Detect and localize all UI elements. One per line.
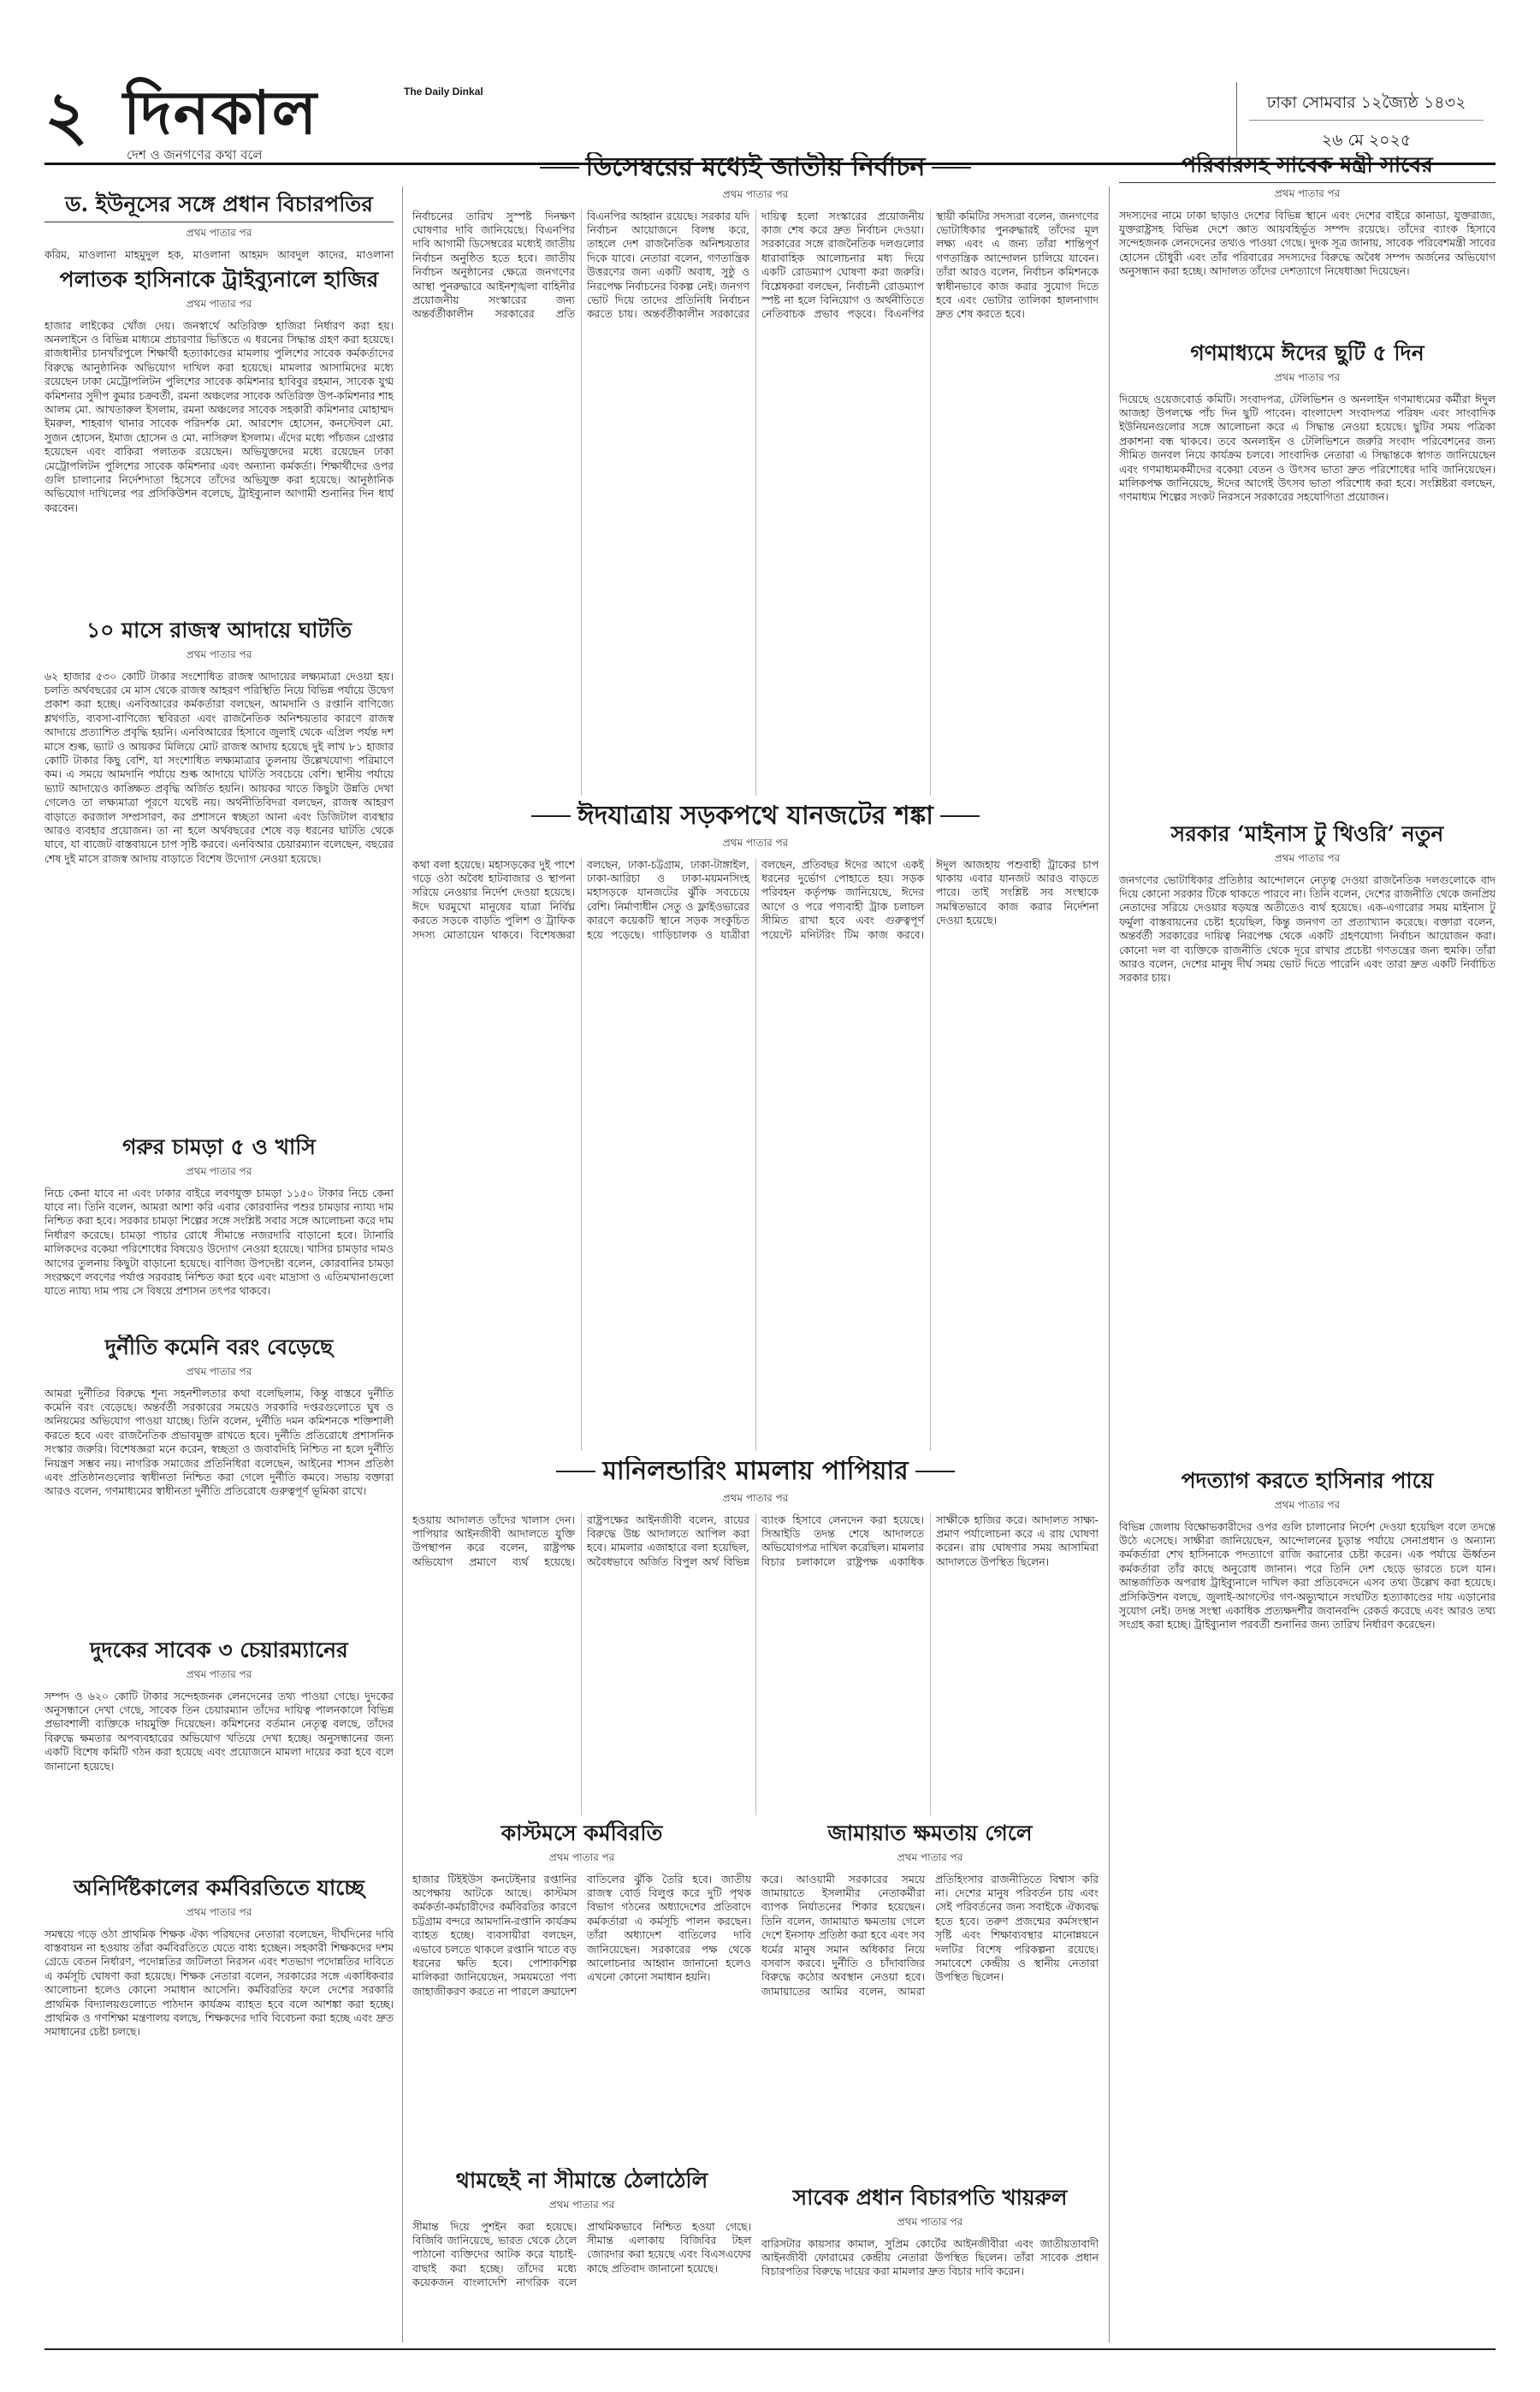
- continued-label: প্রথম পাতার পর: [186, 1905, 252, 1918]
- article-teachers-strike: [44, 1875, 394, 2342]
- continued-label: প্রথম পাতার পর: [722, 836, 789, 849]
- article-media-eid-holiday: [1119, 340, 1496, 816]
- article-body: সমন্বয়ে গড়ে ওঠা প্রাথমিক শিক্ষক ঐক্য পরিষদের নেতারা বলেছেন, দীর্ঘদিনের দাবি বাস্তবায়ন না হওয়ায় তাঁরা কর্মবিরতিতে যেতে বাধ্য হচ্ছেন। সহকারী শিক্ষকদের দশম গ্রেডে বেতন নির্ধারণ, পদোন্নতির জটিলতা নিরসন এবং শতভাগ পদোন্নতির দাবিতে এ কর্মসূচি ঘোষণা করা হয়েছে। শিক্ষক নেতারা বলেন, সরকারের সঙ্গে একাধিকবার আলোচনা হলেও কোনো সমাধান আসেনি। কর্মবিরতির ফলে দেশের সরকারি প্রাথমিক বিদ্যালয়গুলোতে পাঠদান কার্যক্রম ব্যাহত হবে বলে আশঙ্কা করা হচ্ছে। প্রাথমিক ও গণশিক্ষা মন্ত্রণালয় বলছে, শিক্ষকদের দাবি বিবেচনা করা হচ্ছে এবং দ্রুত সমাধানের চেষ্টা চলছে।: [44, 1927, 394, 2039]
- continued-label: প্রথম পাতার পর: [1274, 187, 1341, 199]
- newspaper-tagline: দেশ ও জনগণের কথা বলে: [127, 147, 263, 163]
- date-bengali: ঢাকা সোমবার ১২জ্যৈষ্ঠ ১৪৩২: [1266, 93, 1466, 112]
- article-acc-chairmen: [44, 1637, 394, 1870]
- newspaper-logo-english: The Daily Dinkal: [404, 86, 483, 98]
- article-election-december: [412, 152, 1099, 796]
- article-hasina-resignation: [1119, 1468, 1496, 2342]
- article-headline: গরুর চামড়া ৫ ও খাসি: [122, 1134, 316, 1159]
- article-headline: দুদকের সাবেক ৩ চেয়ারম্যানের: [90, 1637, 348, 1662]
- article-body: নিচে কেনা যাবে না এবং ঢাকার বাইরে লবণযুক্ত চামড়া ১১৫০ টাকার নিচে কেনা যাবে না। তিনি বলেন, আমরা আশা করি এবার কোরবানির পশুর চামড়ার ন্যায্য দাম নিশ্চিত করা হবে। সরকার চামড়া শিল্পের সঙ্গে সংশ্লিষ্ট সবার সঙ্গে আলোচনা করে দাম নির্ধারণ করেছে। চামড়া পাচার রোধে সীমান্তে নজরদারি বাড়ানো হবে। ট্যানারি মালিকদের বকেয়া পরিশোধের বিষয়েও উদ্যোগ নেওয়া হয়েছে। খাসির চামড়ার দামও আগের তুলনায় কিছুটা বাড়ানো হয়েছে। বাণিজ্য উপদেষ্টা বলেন, কোরবানির চামড়া সংরক্ষণে লবণের পর্যাপ্ত সরবরাহ নিশ্চিত করা হবে এবং মাদ্রাসা ও এতিমখানাগুলো যাতে ন্যায্য দাম পায় সে বিষয়ে প্রশাসন তৎপর থাকবে।: [44, 1186, 394, 1298]
- article-body: সম্পদ ও ৬২০ কোটি টাকার সন্দেহজনক লেনদেনের তথ্য পাওয়া গেছে। দুদকের অনুসন্ধানে দেখা গেছে, সাবেক তিন চেয়ারম্যান তাঁদের দায়িত্ব পালনকালে বিভিন্ন প্রভাবশালী ব্যক্তিকে দায়মুক্তি দিয়েছেন। কমিশনের বর্তমান নেতৃত্ব বলছে, তাঁদের বিরুদ্ধে ক্ষমতার অপব্যবহারের অভিযোগ খতিয়ে দেখা হচ্ছে। অনুসন্ধানের জন্য একটি বিশেষ কমিটি গঠন করা হয়েছে এবং প্রয়োজনে মামলা দায়ের করা হবে বলে জানানো হয়েছে।: [44, 1689, 394, 1773]
- article-jamaat-power: [761, 1821, 1099, 2180]
- continued-label: প্রথম পাতার পর: [186, 1164, 252, 1177]
- newspaper-logo: দিনকাল: [123, 77, 319, 148]
- article-body: সীমান্ত দিয়ে পুশইন করা হয়েছে। বিজিবি জানিয়েছে, ভারত থেকে ঠেলে পাঠানো ব্যক্তিদের আটক করে যাচাই-বাছাই করা হচ্ছে। তাঁদের মধ্যে কয়েকজন বাংলাদেশি নাগরিক বলে প্রাথমিকভাবে নিশ্চিত হওয়া গেছে। সীমান্ত এলাকায় বিজিবির টহল জোরদার করা হয়েছে এবং বিএসএফের কাছে প্রতিবাদ জানানো হয়েছে।: [412, 2219, 751, 2289]
- continued-label: প্রথম পাতার পর: [186, 1667, 252, 1680]
- article-saber-family: [1119, 152, 1496, 335]
- article-headline: মানিলন্ডারিং মামলায় পাপিয়ার: [412, 1456, 1099, 1488]
- continued-label: প্রথম পাতার পর: [186, 648, 252, 660]
- article-hasina-tribunal: [44, 267, 394, 613]
- article-papia-money-laundering: [412, 1456, 1099, 1815]
- date-divider: [1249, 120, 1484, 121]
- article-headline: অনির্দিষ্টকালের কর্মবিরতিতে যাচ্ছে: [74, 1875, 364, 1900]
- article-headline: পরিবারসহ সাবেক মন্ত্রী সাবের: [1119, 152, 1496, 183]
- article-headline: পলাতক হাসিনাকে ট্রাইব্যুনালে হাজির: [59, 267, 379, 292]
- article-body: করে। আওয়ামী সরকারের সময়ে জামায়াতে ইসলামীর নেতাকর্মীরা ব্যাপক নির্যাতনের শিকার হয়েছেন। তিনি বলেন, জামায়াত ক্ষমতায় গেলে দেশে ইনসাফ প্রতিষ্ঠা করা হবে এবং সব ধর্মের মানুষ সমান অধিকার নিয়ে বসবাস করবে। দুর্নীতি ও চাঁদাবাজির বিরুদ্ধে কঠোর অবস্থান নেওয়া হবে। জামায়াতের আমির বলেন, আমরা প্রতিহিংসার রাজনীতিতে বিশ্বাস করি না। দেশের মানুষ পরিবর্তন চায় এবং সেই পরিবর্তনের জন্য সবাইকে ঐক্যবদ্ধ হতে হবে। তরুণ প্রজন্মের কর্মসংস্থান সৃষ্টি এবং শিক্ষাব্যবস্থার মানোন্নয়নে দলটির বিশেষ পরিকল্পনা রয়েছে। সমাবেশে কেন্দ্রীয় ও স্থানীয় নেতারা উপস্থিত ছিলেন।: [761, 1872, 1099, 1998]
- article-revenue-shortfall: [44, 618, 394, 1129]
- article-interim-chief-justice: [44, 192, 394, 262]
- article-body: ৬২ হাজার ৫৩০ কোটি টাকার সংশোধিত রাজস্ব আদায়ের লক্ষ্যমাত্রা দেওয়া হয়। চলতি অর্থবছরের মে মাস থেকে রাজস্ব আহরণ পরিস্থিতি নিয়ে বিভিন্ন পর্যায়ে উদ্বেগ প্রকাশ করা হচ্ছে। এনবিআরের কর্মকর্তারা বলছেন, আমদানি ও রপ্তানি বাণিজ্যে শ্লথগতি, ব্যবসা-বাণিজ্যে স্থবিরতা এবং রাজনৈতিক অনিশ্চয়তার কারণে রাজস্ব আদায়ে প্রত্যাশিত প্রবৃদ্ধি হয়নি। এনবিআরের হিসাবে জুলাই থেকে এপ্রিল পর্যন্ত দশ মাসে শুল্ক, ভ্যাট ও আয়কর মিলিয়ে মোট রাজস্ব আদায় হয়েছে দুই লাখ ৮১ হাজার কোটি টাকার কিছু বেশি, যা সংশোধিত লক্ষ্যমাত্রার তুলনায় উল্লেখযোগ্য পরিমাণে কম। এ সময়ে আমদানি পর্যায়ে শুল্ক আদায়ে ঘাটতি সবচেয়ে বেশি। স্থানীয় পর্যায়ে ভ্যাট আদায়েও কাঙ্ক্ষিত প্রবৃদ্ধি অর্জিত হয়নি। আয়কর খাতে কিছুটা উন্নতি দেখা গেলেও তা লক্ষ্যমাত্রা পূরণে যথেষ্ট নয়। অর্থনীতিবিদরা বলছেন, রাজস্ব আহরণ বাড়াতে করজাল সম্প্রসারণ, কর প্রশাসনে স্বচ্ছতা আনা এবং ডিজিটাল ব্যবস্থার আরও ব্যবহার প্রয়োজন। তা না হলে অর্থবছরের শেষে বড় ধরনের ঘাটতি থেকে যাবে, যা বাজেট বাস্তবায়নে চাপ সৃষ্টি করবে। এনবিআর চেয়ারম্যান বলেছেন, বছরের শেষ দুই মাসে রাজস্ব আদায় বাড়াতে বিশেষ উদ্যোগ নেওয়া হয়েছে।: [44, 669, 394, 865]
- continued-label: প্রথম পাতার পর: [1274, 370, 1341, 383]
- article-headline: জামায়াত ক্ষমতায় গেলে: [827, 1821, 1033, 1845]
- article-body: হাজার লাইকের খোঁজ দেয়। জনস্বার্থে অতিরিক্ত হাজিরা নির্ধারণ করা হয়। অনলাইনে ও বিভিন্ন মাধ্যমে প্রচারণার ভিত্তিতে এ ধরনের সিদ্ধান্ত গ্রহণ করা হয়েছে। রাজধানীর চানখাঁরপুলে শিক্ষার্থী হত্যাকাণ্ডের মামলায় পুলিশের সাবেক কর্মকর্তাদের বিরুদ্ধে আনুষ্ঠানিক অভিযোগ দাখিল করা হয়েছে। মামলার আসামিদের মধ্যে রয়েছেন ঢাকা মেট্রোপলিটন পুলিশের সাবেক কমিশনার হাবিবুর রহমান, সাবেক যুগ্ম কমিশনার সুদীপ কুমার চক্রবর্তী, রমনা অঞ্চলের সাবেক অতিরিক্ত উপ-কমিশনার শাহ আলম মো. আখতারুল ইসলাম, রমনা অঞ্চলের সাবেক সহকারী কমিশনার মোহাম্মদ ইমরুল, শাহবাগ থানার সাবেক পরিদর্শক মো. আরশেদ হোসেন, কনস্টেবল মো. সুজন হোসেন, ইমাজ হোসেন ও মো. নাসিরুল ইসলাম। এঁদের মধ্যে পাঁচজন গ্রেপ্তার হয়েছেন এবং বাকিরা পলাতক রয়েছেন। অভিযুক্তদের মধ্যে রয়েছেন ঢাকা মেট্রোপলিটন পুলিশের সাবেক কমিশনার এবং অন্যান্য কর্মকর্তা। শিক্ষার্থীদের ওপর গুলি চালানোর নির্দেশদাতা হিসেবে তাঁদের অভিযুক্ত করা হয়েছে। আনুষ্ঠানিক অভিযোগ দাখিলের পর প্রসিকিউশন বলেছে, ট্রাইব্যুনাল আগামী শুনানির দিন ধার্য করবেন।: [44, 318, 394, 514]
- continued-label: প্রথম পাতার পর: [548, 2198, 615, 2211]
- continued-label: প্রথম পাতার পর: [186, 226, 252, 239]
- article-customs-strike: [412, 1821, 751, 2163]
- continued-label: প্রথম পাতার পর: [186, 1365, 252, 1377]
- article-body: বিভিন্ন জেলায় বিক্ষোভকারীদের ওপর গুলি চালানোর নির্দেশ দেওয়া হয়েছিল বলে তদন্তে উঠে এসেছে। সাক্ষীরা জানিয়েছেন, আন্দোলনের চূড়ান্ত পর্যায়ে সেনাপ্রধান ও অন্যান্য কর্মকর্তারা শেখ হাসিনাকে পদত্যাগে রাজি করানোর চেষ্টা করেন। এক পর্যায়ে ঊর্ধ্বতন কর্মকর্তারা তাঁর কাছে অনুরোধ জানান। পরে তিনি দেশ ছেড়ে ভারতে চলে যান। আন্তর্জাতিক অপরাধ ট্রাইব্যুনালে দাখিল করা প্রতিবেদনে এসব তথ্য উল্লেখ করা হয়েছে। প্রসিকিউশন বলছে, জুলাই-আগস্টের গণ-অভ্যুত্থানে সংঘটিত হত্যাকাণ্ডের দায় এড়ানোর সুযোগ নেই। তদন্ত সংস্থা একাধিক প্রত্যক্ষদর্শীর জবানবন্দি রেকর্ড করেছে এবং আরও তথ্য সংগ্রহ করা হচ্ছে। ট্রাইব্যুনাল পরবর্তী শুনানির জন্য তারিখ নির্ধারণ করেছেন।: [1119, 1519, 1496, 1631]
- continued-label: প্রথম পাতার পর: [897, 1850, 963, 1863]
- article-headline: সাবেক প্রধান বিচারপতি খায়রুল: [792, 2185, 1068, 2210]
- date-english: ২৬ মে ২০২৫: [1321, 131, 1412, 150]
- article-body: হাজার টিইইউস কনটেইনার রপ্তানির অপেক্ষায় আটকে আছে। কাস্টমস কর্মকর্তা-কর্মচারীদের কর্মবিরতির কারণে চট্টগ্রাম বন্দরে আমদানি-রপ্তানি কার্যক্রম ব্যাহত হচ্ছে। ব্যবসায়ীরা বলছেন, এভাবে চলতে থাকলে রপ্তানি খাতে বড় ধরনের ক্ষতি হবে। পোশাকশিল্প মালিকরা জানিয়েছেন, সময়মতো পণ্য জাহাজীকরণ করতে না পারলে ক্রয়াদেশ বাতিলের ঝুঁকি তৈরি হবে। জাতীয় রাজস্ব বোর্ড বিলুপ্ত করে দুটি পৃথক বিভাগ গঠনের অধ্যাদেশের প্রতিবাদে কর্মকর্তারা এ কর্মসূচি পালন করছেন। তাঁরা অধ্যাদেশ বাতিলের দাবি জানিয়েছেন। সরকারের পক্ষ থেকে আলোচনার আহ্বান জানানো হলেও এখনো কোনো সমাধান হয়নি।: [412, 1872, 751, 1998]
- article-body: সদস্যদের নামে ঢাকা ছাড়াও দেশের বিভিন্ন স্থানে এবং দেশের বাইরে কানাডা, যুক্তরাজ্য, যুক্তরাষ্ট্রসহ বিভিন্ন দেশে জ্ঞাত আয়বহির্ভূত সম্পদ রয়েছে। তাঁদের ব্যাংক হিসাবে সন্দেহজনক লেনদেনের তথ্যও পাওয়া গেছে। দুদক সূত্র জানায়, সাবেক পরিবেশমন্ত্রী সাবের হোসেন চৌধুরী এবং তাঁর পরিবারের সদস্যদের বিরুদ্ধে অবৈধ সম্পদ অর্জনের অভিযোগ অনুসন্ধান করা হচ্ছে। আদালত তাঁদের দেশত্যাগে নিষেধাজ্ঞা দিয়েছেন।: [1119, 208, 1496, 278]
- article-corruption: [44, 1335, 394, 1632]
- article-body: জনগণের ভোটাধিকার প্রতিষ্ঠার আন্দোলনে নেতৃত্ব দেওয়া রাজনৈতিক দলগুলোকে বাদ দিয়ে কোনো সরকার টিকে থাকতে পারবে না। তিনি বলেন, দেশের রাজনীতি থেকে জনপ্রিয় নেতাদের সরিয়ে দেওয়ার ষড়যন্ত্র অতীতেও ব্যর্থ হয়েছে। এক-এগারোর সময় মাইনাস টু ফর্মুলা বাস্তবায়নের চেষ্টা হয়েছিল, কিন্তু জনগণ তা প্রত্যাখ্যান করেছে। বক্তারা বলেন, অন্তর্বর্তী সরকারের দায়িত্ব নিরপেক্ষ থেকে একটি গ্রহণযোগ্য নির্বাচন আয়োজন করা। কোনো দল বা ব্যক্তিকে রাজনীতি থেকে দূরে রাখার প্রচেষ্টা গণতন্ত্রের জন্য হুমকি। তাঁরা আরও বলেন, দেশের মানুষ দীর্ঘ সময় ভোট দিতে পারেনি এবং তারা দ্রুত একটি নির্বাচিত সরকার চায়।: [1119, 873, 1496, 985]
- article-body: নির্বাচনের তারিখ সুস্পষ্ট দিনক্ষণ ঘোষণার দাবি জানিয়েছে। বিএনপির দাবি আগামী ডিসেম্বরের মধ্যেই জাতীয় নির্বাচন অনুষ্ঠিত হতে হবে। জাতীয় নির্বাচন অনুষ্ঠানের ক্ষেত্রে জনগণের আস্থা পুনরুদ্ধারে আইনশৃঙ্খলা বাহিনীর প্রয়োজনীয় সংস্কারের জন্য অন্তর্বর্তীকালীন সরকারের প্রতি বিএনপির আহ্বান রয়েছে। সরকার যদি নির্বাচন আয়োজনে বিলম্ব করে, তাহলে দেশ রাজনৈতিক অনিশ্চয়তার দিকে যাবে। নেতারা বলেন, গণতান্ত্রিক উত্তরণের জন্য একটি অবাধ, সুষ্ঠু ও নিরপেক্ষ নির্বাচনের বিকল্প নেই। জনগণ ভোট দিয়ে তাদের প্রতিনিধি নির্বাচন করতে চায়। অন্তর্বর্তীকালীন সরকারের দায়িত্ব হলো সংস্কারের প্রয়োজনীয় কাজ শেষ করে দ্রুত নির্বাচন দেওয়া। সরকারের সঙ্গে রাজনৈতিক দলগুলোর ধারাবাহিক আলোচনার মধ্য দিয়ে একটি রোডম্যাপ ঘোষণা করা জরুরি। বিশ্লেষকরা বলছেন, নির্বাচনী রোডম্যাপ স্পষ্ট না হলে বিনিয়োগ ও অর্থনীতিতে নেতিবাচক প্রভাব পড়বে। বিএনপির স্থায়ী কমিটির সদস্যরা বলেন, জনগণের ভোটাধিকার পুনরুদ্ধারই তাঁদের মূল লক্ষ্য এবং এ জন্য তাঁরা শান্তিপূর্ণ গণতান্ত্রিক আন্দোলন চালিয়ে যাবেন। তাঁরা আরও বলেন, নির্বাচন কমিশনকে স্বাধীনভাবে কাজ করার সুযোগ দিতে হবে এবং ভোটার তালিকা হালনাগাদ দ্রুত শেষ করতে হবে।: [412, 209, 1099, 321]
- article-headline: ড. ইউনূসের সঙ্গে প্রধান বিচারপতির: [44, 192, 394, 222]
- column-divider: [1109, 187, 1110, 2342]
- article-body: করিম, মাওলানা মাহমুদুল হক, মাওলানা আহমদ আবদুল কাদের, মাওলানা: [44, 247, 394, 261]
- continued-label: প্রথম পাতার পর: [1274, 1498, 1341, 1511]
- article-minus-two-theory: [1119, 821, 1496, 1463]
- continued-label: প্রথম পাতার পর: [897, 2215, 963, 2228]
- article-body: কথা বলা হয়েছে। মহাসড়কের দুই পাশে গড়ে ওঠা অবৈধ হাটবাজার ও স্থাপনা সরিয়ে নেওয়ার নির্দেশ দেওয়া হয়েছে। ঈদে ঘরমুখো মানুষের যাত্রা নির্বিঘ্ন করতে সড়কে বাড়তি পুলিশ ও ট্রাফিক সদস্য মোতায়েন থাকবে। বিশেষজ্ঞরা বলছেন, ঢাকা-চট্টগ্রাম, ঢাকা-টাঙ্গাইল, ঢাকা-আরিচা ও ঢাকা-ময়মনসিংহ মহাসড়কে যানজটের ঝুঁকি সবচেয়ে বেশি। নির্মাণাধীন সেতু ও ফ্লাইওভারের কারণে কয়েকটি স্থানে সড়ক সংকুচিত হয়ে পড়েছে। গাড়িচালক ও যাত্রীরা বলছেন, প্রতিবছর ঈদের আগে একই ধরনের দুর্ভোগ পোহাতে হয়। সড়ক পরিবহন কর্তৃপক্ষ জানিয়েছে, ঈদের আগে ও পরে পণ্যবাহী ট্রাক চলাচল সীমিত রাখা হবে এবং গুরুত্বপূর্ণ পয়েন্টে মনিটরিং টিম কাজ করবে। ঈদুল আজহায় পশুবাহী ট্রাকের চাপ থাকায় এবার যানজট আরও বাড়তে পারে। তাই সংশ্লিষ্ট সব সংস্থাকে সমন্বিতভাবে কাজ করার নির্দেশনা দেওয়া হয়েছে।: [412, 857, 1099, 941]
- date-box: [1236, 82, 1496, 157]
- article-headline: ১০ মাসে রাজস্ব আদায়ে ঘাটতি: [86, 618, 352, 642]
- continued-label: প্রথম পাতার পর: [1274, 851, 1341, 864]
- article-body: হওয়ায় আদালত তাঁদের খালাস দেন। পাপিয়ার আইনজীবী আদালতে যুক্তি উপস্থাপন করে বলেন, রাষ্ট্রপক্ষ অভিযোগ প্রমাণে ব্যর্থ হয়েছে। রাষ্ট্রপক্ষের আইনজীবী বলেন, রায়ের বিরুদ্ধে উচ্চ আদালতে আপিল করা হবে। মামলার এজাহারে বলা হয়েছিল, অবৈধভাবে অর্জিত বিপুল অর্থ বিভিন্ন ব্যাংক হিসাবে লেনদেন করা হয়েছে। সিআইডি তদন্ত শেষে আদালতে অভিযোগপত্র দাখিল করেছিল। মামলার বিচার চলাকালে রাষ্ট্রপক্ষ একাধিক সাক্ষীকে হাজির করে। আদালত সাক্ষ্য-প্রমাণ পর্যালোচনা করে এ রায় ঘোষণা করেন। রায় ঘোষণার সময় আসামিরা আদালতে উপস্থিত ছিলেন।: [412, 1513, 1099, 1568]
- continued-label: প্রথম পাতার পর: [722, 187, 789, 200]
- article-headline: কাস্টমসে কর্মবিরতি: [500, 1821, 663, 1845]
- continued-label: প্রথম পাতার পর: [722, 1491, 789, 1504]
- article-headline: গণমাধ্যমে ঈদের ছুটি ৫ দিন: [1190, 340, 1424, 365]
- article-body: আমরা দুর্নীতির বিরুদ্ধে শূন্য সহনশীলতার কথা বলেছিলাম, কিন্তু বাস্তবে দুর্নীতি কমেনি বরং বেড়েছে। অন্তর্বর্তী সরকারের সময়েও সরকারি দপ্তরগুলোতে ঘুষ ও অনিয়মের অভিযোগ পাওয়া যাচ্ছে। তিনি বলেন, দুর্নীতি দমন কমিশনকে শক্তিশালী করতে হবে এবং রাজনৈতিক প্রভাবমুক্ত রাখতে হবে। দুর্নীতি প্রতিরোধে প্রশাসনিক সংস্কার জরুরি। বিশেষজ্ঞরা মনে করেন, স্বচ্ছতা ও জবাবদিহি নিশ্চিত না হলে দুর্নীতি নিয়ন্ত্রণ সম্ভব নয়। নাগরিক সমাজের প্রতিনিধিরা বলেছেন, আইনের শাসন প্রতিষ্ঠা এবং প্রতিষ্ঠানগুলোর স্বাধীনতা নিশ্চিত করা গেলে দুর্নীতি কমবে। সভায় বক্তারা আরও বলেন, গণমাধ্যমের স্বাধীনতা দুর্নীতি প্রতিরোধে গুরুত্বপূর্ণ ভূমিকা রাখে।: [44, 1386, 394, 1498]
- page-bottom-rule: [44, 2348, 1496, 2350]
- article-eid-traffic: [412, 801, 1099, 1451]
- article-headline: ঈদযাত্রায় সড়কপথে যানজটের শঙ্কা: [412, 801, 1099, 832]
- article-headline: পদত্যাগ করতে হাসিনার পায়ে: [1181, 1468, 1434, 1493]
- article-ex-chief-justice-khairul: [761, 2185, 1099, 2342]
- article-headline: ডিসেম্বরের মধ্যেই জাতীয় নির্বাচন: [412, 152, 1099, 184]
- article-headline: সরকার ‘মাইনাস টু থিওরি’ নতুন: [1170, 821, 1444, 846]
- article-border-pushin: [412, 2168, 751, 2342]
- continued-label: প্রথম পাতার পর: [186, 297, 252, 310]
- article-body: বারিসটার কায়সার কামাল, সুপ্রিম কোর্টের আইনজীবীরা এবং জাতীয়তাবাদী আইনজীবী ফোরামের কেন্দ্রীয় নেতারা উপস্থিত ছিলেন। তাঁরা সাবেক প্রধান বিচারপতির বিরুদ্ধে দায়ের করা মামলার দ্রুত বিচার দাবি করেন।: [761, 2236, 1099, 2278]
- article-headline: দুর্নীতি কমেনি বরং বেড়েছে: [104, 1335, 334, 1359]
- article-headline: থামছেই না সীমান্তে ঠেলাঠেলি: [455, 2168, 708, 2193]
- article-body: দিয়েছে ওয়েজবোর্ড কমিটি। সংবাদপত্র, টেলিভিশন ও অনলাইন গণমাধ্যমের কর্মীরা ঈদুল আজহা উপলক্ষে পাঁচ দিন ছুটি পাবেন। বাংলাদেশ সংবাদপত্র পরিষদ এবং সাংবাদিক ইউনিয়নগুলোর সঙ্গে আলোচনা করে এ সিদ্ধান্ত নেওয়া হয়েছে। ছুটির সময় পত্রিকা প্রকাশনা বন্ধ থাকবে। তবে অনলাইন ও টেলিভিশনে জরুরি সংবাদ পরিবেশনের জন্য সীমিত জনবল নিয়ে কার্যক্রম চলবে। সাংবাদিক নেতারা এ সিদ্ধান্তকে স্বাগত জানিয়েছেন এবং গণমাধ্যমকর্মীদের বকেয়া বেতন ও উৎসব ভাতা দ্রুত পরিশোধের দাবি জানিয়েছেন। মালিকপক্ষ জানিয়েছে, ঈদের আগেই উৎসব ভাতা পরিশোধ করা হবে। সংশ্লিষ্টরা বলছেন, গণমাধ্যম শিল্পের সংকট নিরসনে সরকারের সহযোগিতা প্রয়োজন।: [1119, 392, 1496, 504]
- column-divider: [402, 187, 403, 2342]
- article-hide-prices: [44, 1134, 394, 1329]
- continued-label: প্রথম পাতার পর: [548, 1850, 615, 1863]
- page-number: ২: [44, 77, 88, 155]
